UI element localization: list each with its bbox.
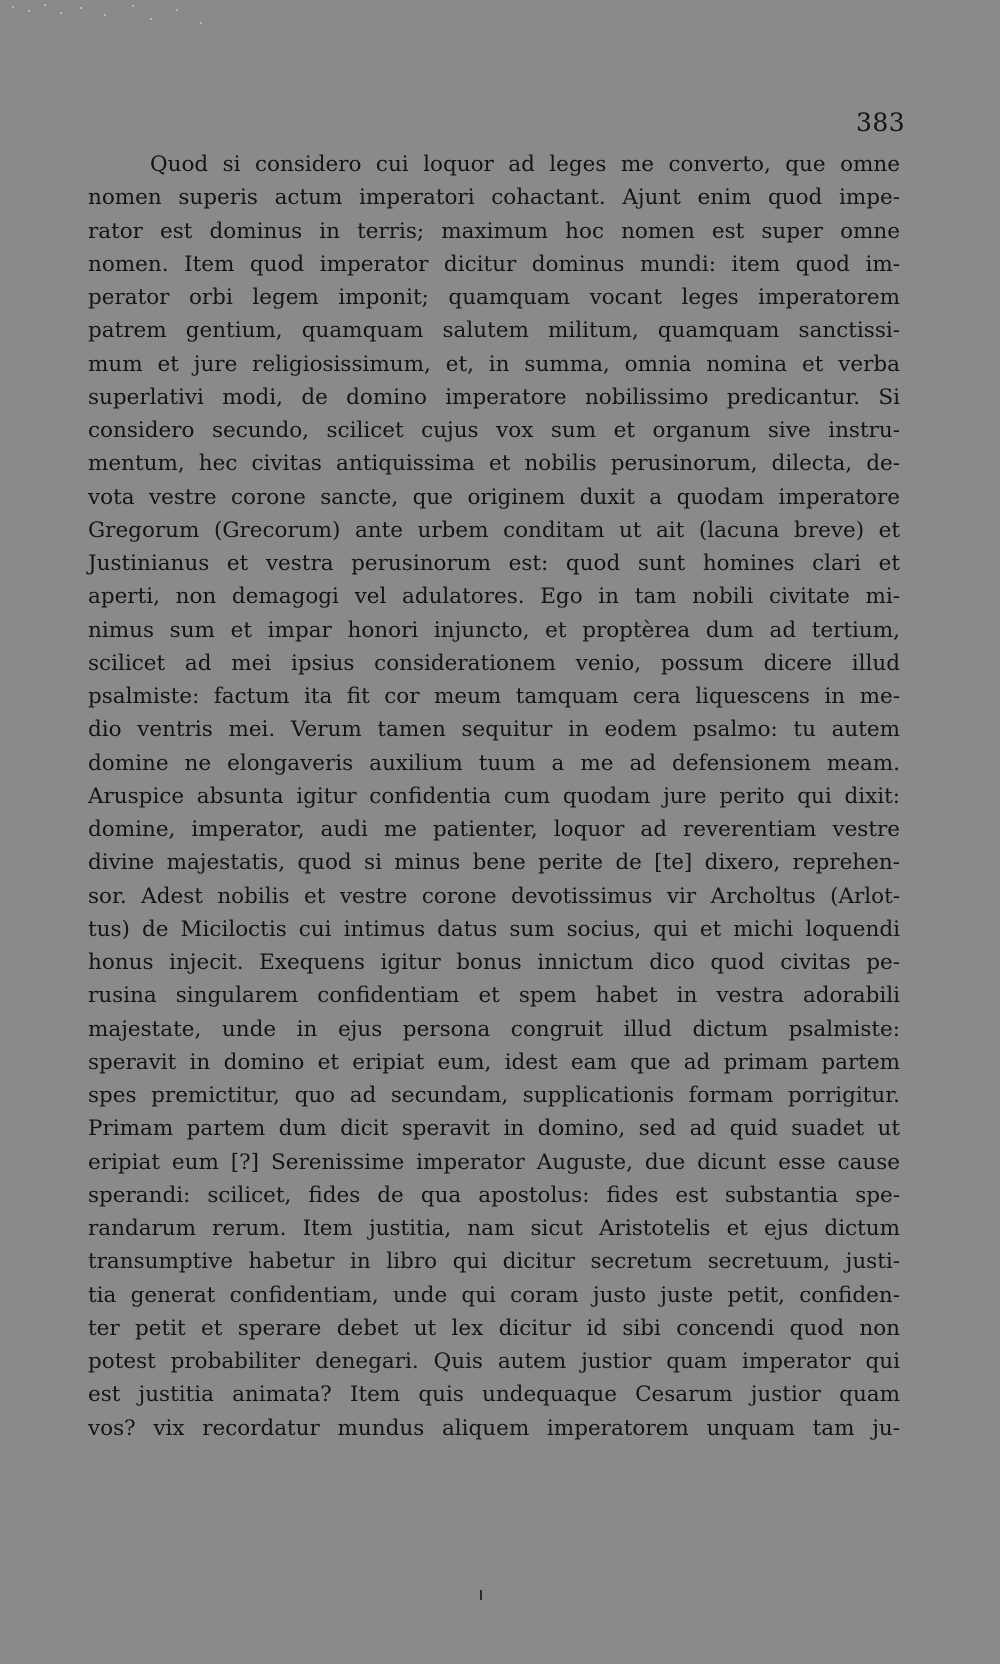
text-line: nimus sum et impar honori injuncto, et proptèrea dum ad tertium,	[88, 617, 900, 643]
text-line: speravit in domino et eripiat eum, idest eam que ad primam partem	[88, 1049, 900, 1075]
text-line: considero secundo, scilicet cujus vox sum et organum sive instru-	[88, 418, 900, 443]
text-line: mentum, hec civitas antiquissima et nobilis perusinorum, dilecta, de-	[88, 451, 900, 477]
text-line: superlativi modi, de domino imperatore nobilissimo predicantur. Si	[88, 384, 900, 410]
text-line: domine ne elongaveris auxilium tuum a me ad defensionem meam.	[88, 750, 900, 776]
page-number: 383	[856, 108, 906, 137]
text-line: Quod si considero cui loquor ad leges me converto, que omne	[150, 152, 900, 177]
text-line: patrem gentium, quamquam salutem militum, quamquam sanctissi-	[88, 318, 900, 344]
text-line: sperandi: scilicet, fides de qua apostolus: fides est substantia spe-	[88, 1182, 900, 1208]
text-line: ter petit et sperare debet ut lex dicitur id sibi concendi quod non	[88, 1315, 900, 1341]
text-line: est justitia animata? Item quis undequaque Cesarum justior quam	[88, 1382, 900, 1408]
text-line: dio ventris mei. Verum tamen sequitur in eodem psalmo: tu autem	[88, 717, 900, 743]
text-line: perator orbi legem imponit; quamquam vocant leges imperatorem	[88, 285, 900, 310]
text-line: randarum rerum. Item justitia, nam sicut Aristotelis et ejus dictum	[88, 1216, 900, 1241]
text-line: nomen. Item quod imperator dicitur dominus mundi: item quod im-	[88, 251, 900, 277]
text-line: majestate, unde in ejus persona congruit illud dictum psalmiste:	[88, 1016, 900, 1042]
text-line: sor. Adest nobilis et vestre corone devotissimus vir Archoltus (Arlot-	[88, 883, 900, 909]
text-line: potest probabiliter denegari. Quis autem justior quam imperator qui	[88, 1349, 900, 1374]
scan-specks	[0, 0, 220, 40]
text-line: tia generat confidentiam, unde qui coram justo juste petit, confiden-	[88, 1282, 900, 1308]
text-line: mum et jure religiosissimum, et, in summa, omnia nomina et verba	[88, 351, 900, 377]
text-line: rator est dominus in terris; maximum hoc nomen est super omne	[88, 218, 900, 244]
text-line: aperti, non demagogi vel adulatores. Ego in tam nobili civitate mi-	[88, 584, 900, 610]
text-line: Gregorum (Grecorum) ante urbem conditam ut ait (lacuna breve) et	[88, 517, 900, 543]
text-line: vota vestre corone sancte, que originem duxit a quodam imperatore	[88, 484, 900, 510]
text-line: vos? vix recordatur mundus aliquem imperatorem unquam tam ju-	[88, 1415, 900, 1441]
text-line: tus) de Miciloctis cui intimus datus sum socius, qui et michi loquendi	[88, 916, 900, 942]
text-line: nomen superis actum imperatori cohactant. Ajunt enim quod impe-	[88, 185, 900, 211]
text-line: Justinianus et vestra perusinorum est: quod sunt homines clari et	[88, 551, 900, 576]
text-line: rusina singularem confidentiam et spem habet in vestra adorabili	[88, 983, 900, 1009]
text-line: scilicet ad mei ipsius considerationem venio, possum dicere illud	[88, 650, 900, 676]
text-line: domine, imperator, audi me patienter, loquor ad reverentiam vestre	[88, 817, 900, 842]
text-line: psalmiste: factum ita fit cor meum tamquam cera liquescens in me-	[88, 684, 900, 709]
text-line: Primam partem dum dicit speravit in domino, sed ad quid suadet ut	[88, 1116, 900, 1142]
text-line: Aruspice absunta igitur confidentia cum quodam jure perito qui dixit:	[88, 783, 900, 809]
scan-mark	[480, 1590, 482, 1600]
body-text	[88, 148, 900, 1445]
text-line: spes premictitur, quo ad secundam, supplicationis formam porrigitur.	[88, 1083, 900, 1108]
text-line: eripiat eum [?] Serenissime imperator Auguste, due dicunt esse cause	[88, 1149, 900, 1175]
text-line: honus injecit. Exequens igitur bonus innictum dico quod civitas pe-	[88, 950, 900, 975]
text-line: divine majestatis, quod si minus bene perite de [te] dixero, reprehen-	[88, 850, 900, 876]
text-line: transumptive habetur in libro qui dicitur secretum secretuum, justi-	[88, 1249, 900, 1275]
